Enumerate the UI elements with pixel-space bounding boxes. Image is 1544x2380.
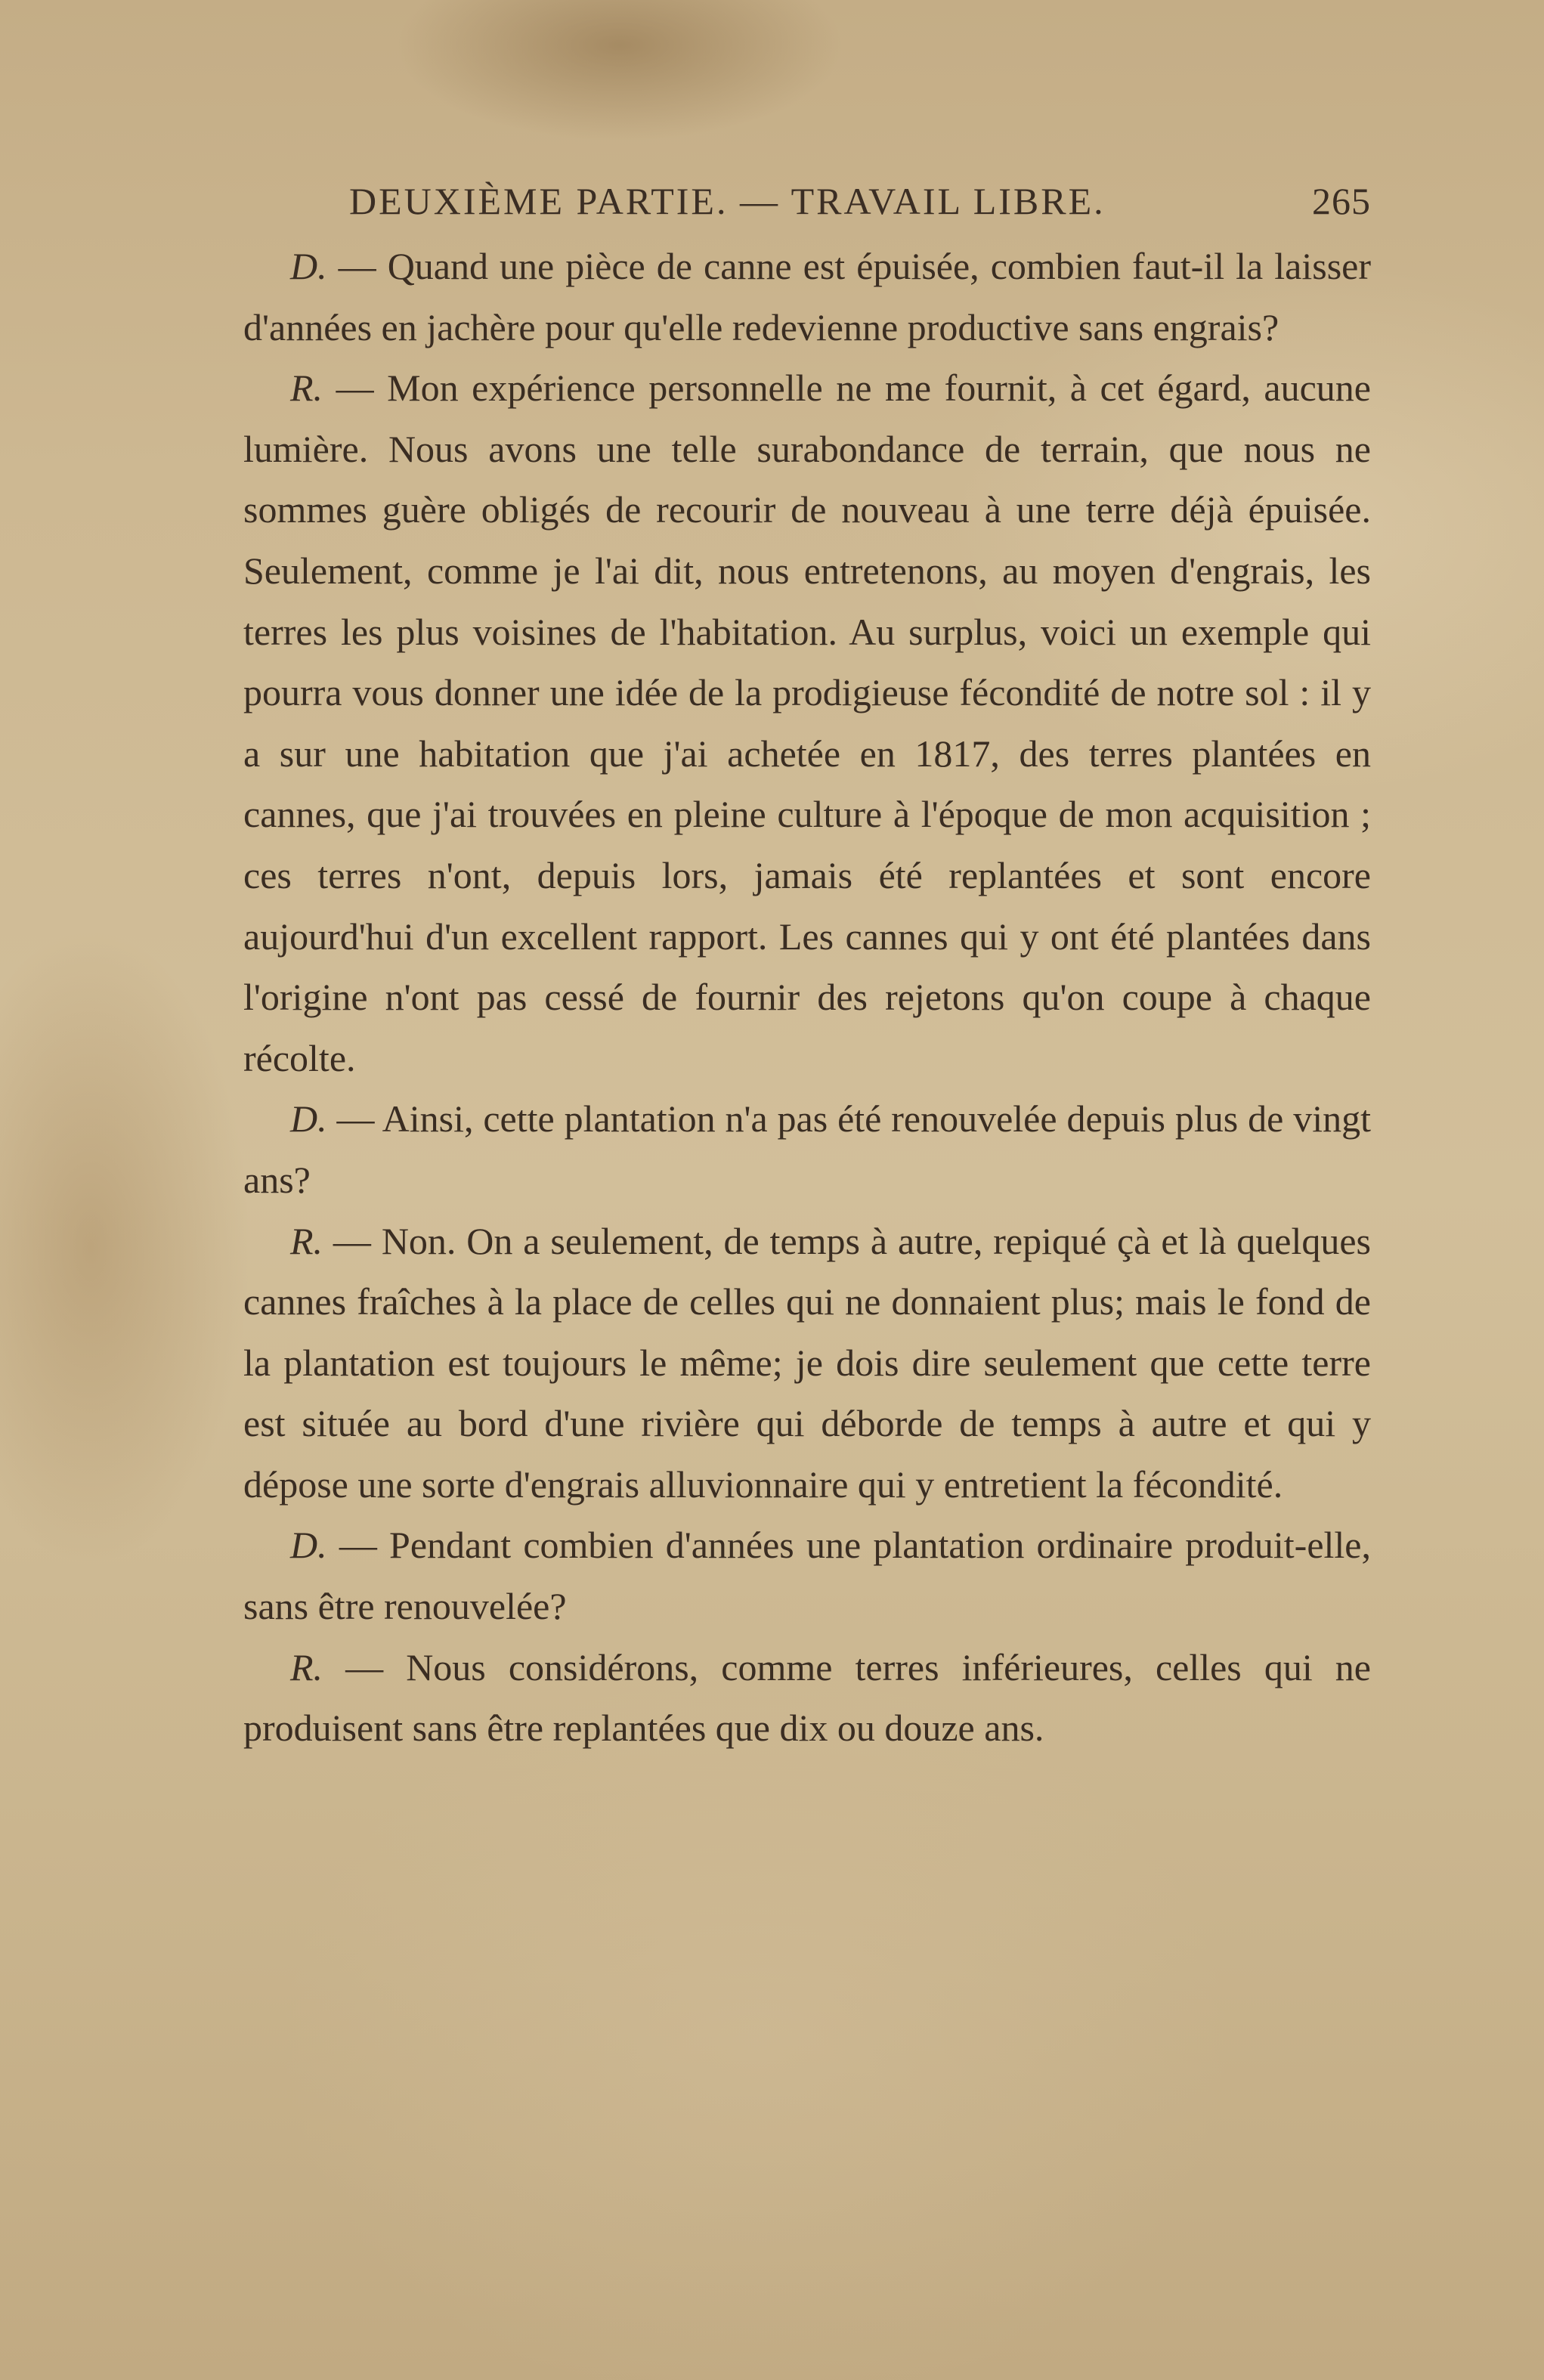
running-head [349,178,1371,224]
speaker-label: D. [290,1524,327,1567]
page-number: 265 [1312,180,1371,222]
paragraph [243,1211,1371,1515]
paragraph [243,236,1371,357]
paragraph [243,357,1371,1088]
speaker-label: R. [290,367,323,410]
paragraph-text: — Nous considérons, comme terres inférieures, celles qui ne produisent sans être replantées que dix ou douze ans. [243,1645,1371,1750]
paragraph-text: — Non. On a seulement, de temps à autre, repiqué çà et là quelques cannes fraîches à la place de celles qui ne donnaient plus; mais le fond de la plantation est toujours le même; je dois dire seulement que cette terre est située au bord d'une rivière qui déborde de temps à autre et qui y dépose une sorte d'engrais alluvionnaire qui y entretient la fécondité. [243,1219,1371,1506]
speaker-label: R. [290,1219,323,1262]
paragraph-text: — Mon expérience personnelle ne me fournit, à cet égard, aucune lumière. Nous avons une telle surabondance de terrain, que nous ne sommes guère obligés de recourir de nouveau à une terre déjà épuisée. Seulement, comme je l'ai dit, nous entretenons, au moyen d'engrais, les terres les plus voisines de l'habitation. Au surplus, voici un exemple qui pourra vous donner une idée de la prodigieuse fécondité de notre sol : il y a sur une habitation que j'ai achetée en 1817, des terres plantées en cannes, que j'ai trouvées en pleine culture à l'époque de mon acquisition ; ces terres n'ont, depuis lors, jamais été replantées et sont encore aujourd'hui d'un excellent rapport. Les cannes qui y ont été plantées dans l'origine n'ont pas cessé de fournir des rejetons qu'on coupe à chaque récolte. [243,367,1371,1079]
paragraph-text: — Ainsi, cette plantation n'a pas été renouvelée depuis plus de vingt ans? [243,1097,1371,1201]
running-head-title: DEUXIÈME PARTIE. — TRAVAIL LIBRE. [349,180,1106,222]
speaker-label: D. [290,245,327,287]
speaker-label: R. [290,1645,323,1688]
speaker-label: D. [290,1097,327,1140]
paragraph [243,1637,1371,1759]
body-text [243,236,1371,1759]
paragraph [243,1088,1371,1210]
paragraph [243,1515,1371,1636]
paragraph-text: — Pendant combien d'années une plantation ordinaire produit-elle, sans être renouvelée? [243,1524,1371,1628]
paragraph-text: — Quand une pièce de canne est épuisée, combien faut-il la laisser d'années en jachère pour qu'elle redevienne productive sans engrais? [243,245,1371,348]
